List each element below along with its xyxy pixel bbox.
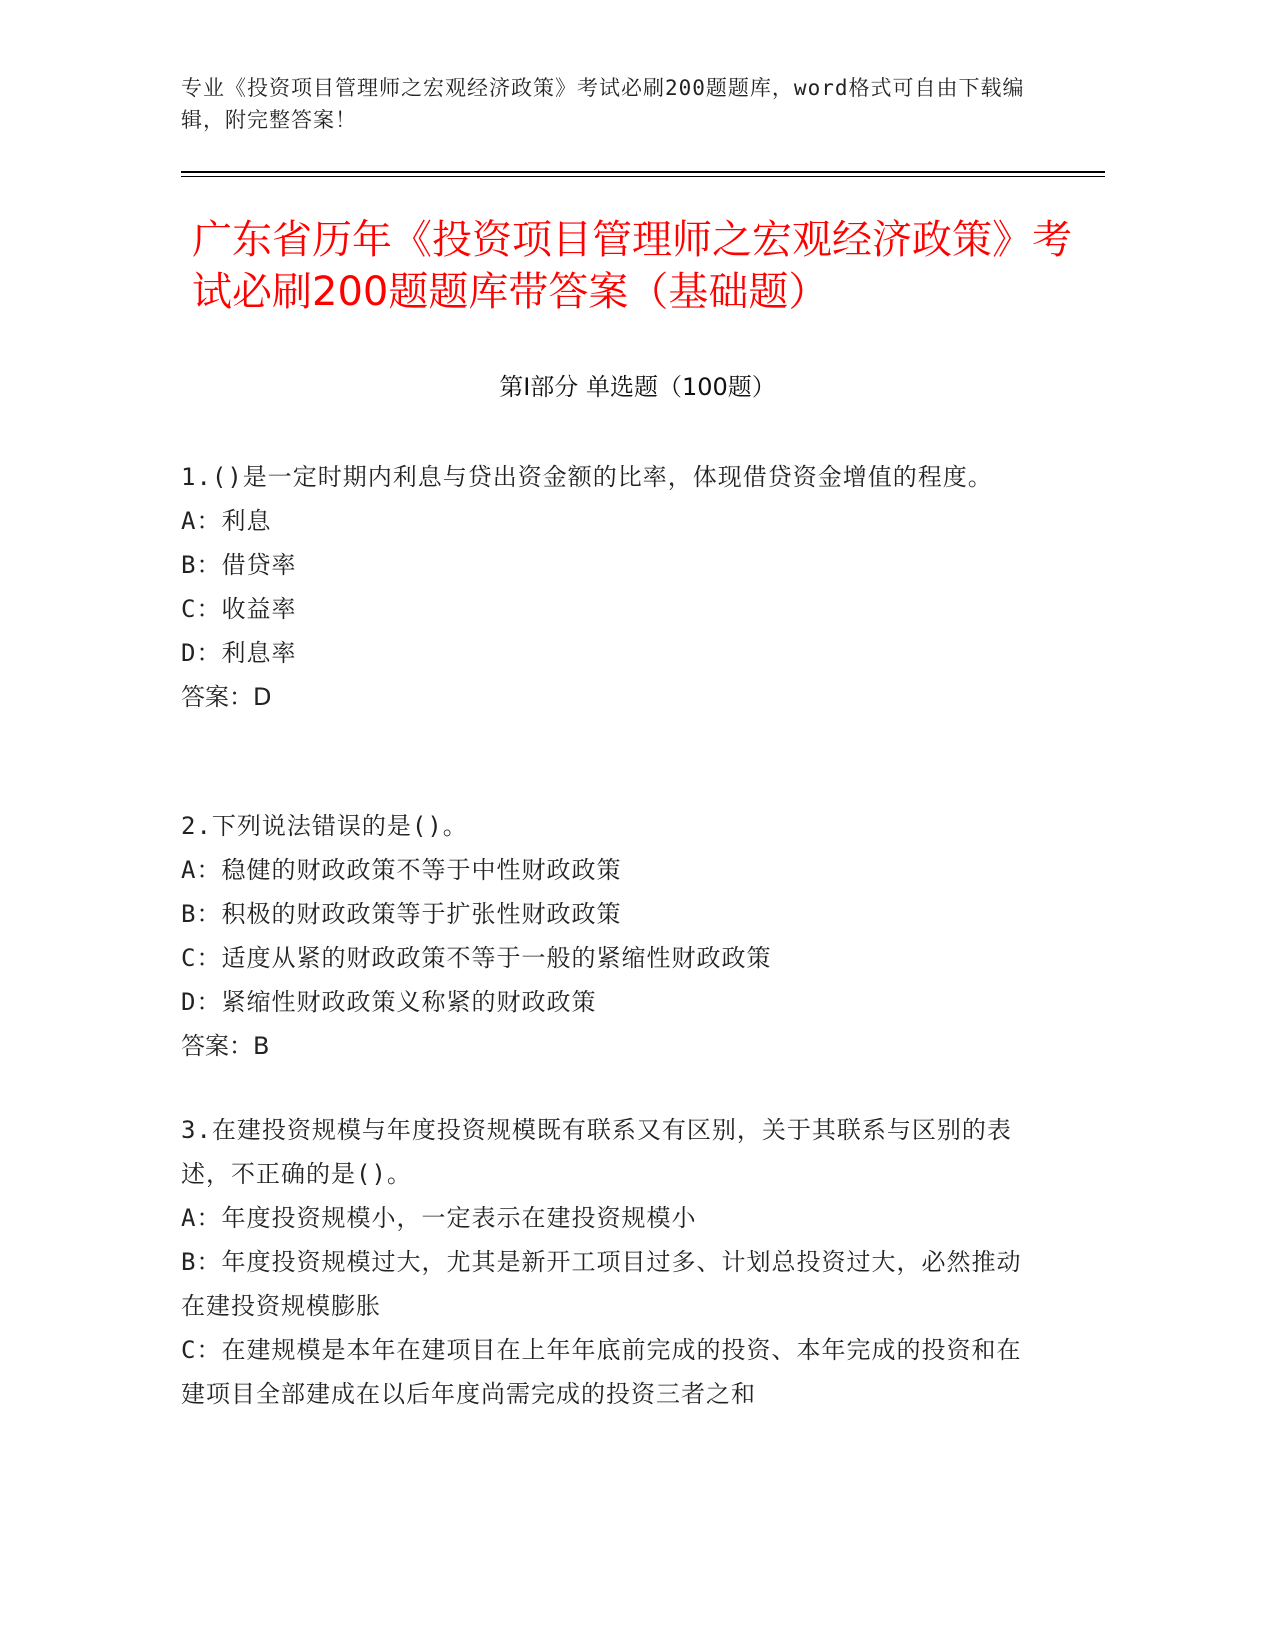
question-2 xyxy=(181,804,1041,1068)
option-a: A：年度投资规模小，一定表示在建投资规模小 xyxy=(181,1204,697,1232)
section-heading: 第I部分 单选题（100题） xyxy=(499,373,776,401)
header-divider-thick xyxy=(181,171,1105,173)
option-b: B：积极的财政政策等于扩张性财政政策 xyxy=(181,900,622,928)
document-title: 广东省历年《投资项目管理师之宏观经济政策》考试必刷200题题库带答案（基础题） xyxy=(192,217,1072,315)
question-stem: 3.在建投资规模与年度投资规模既有联系又有区别，关于其联系与区别的表述，不正确的是()。 xyxy=(181,1116,1012,1188)
answer-line: 答案：D xyxy=(181,683,272,711)
option-a: A：利息 xyxy=(181,507,272,535)
question-3 xyxy=(181,1108,1041,1416)
answer-line: 答案：B xyxy=(181,1032,270,1060)
option-c: C：适度从紧的财政政策不等于一般的紧缩性财政政策 xyxy=(181,944,772,972)
option-a: A：稳健的财政政策不等于中性财政政策 xyxy=(181,856,622,884)
option-c: C：收益率 xyxy=(181,595,297,623)
option-b: B：借贷率 xyxy=(181,551,297,579)
option-d: D：利息率 xyxy=(181,639,297,667)
question-stem: 2.下列说法错误的是()。 xyxy=(181,812,468,840)
question-1 xyxy=(181,455,1041,719)
option-b: B：年度投资规模过大，尤其是新开工项目过多、计划总投资过大，必然推动在建投资规模膨胀 xyxy=(181,1248,1022,1320)
header-divider-thin xyxy=(181,176,1105,177)
question-stem: 1.()是一定时期内利息与贷出资金额的比率，体现借贷资金增值的程度。 xyxy=(181,463,993,491)
option-d: D：紧缩性财政政策义称紧的财政政策 xyxy=(181,988,597,1016)
option-c: C：在建规模是本年在建项目在上年年底前完成的投资、本年完成的投资和在建项目全部建成在以后年度尚需完成的投资三者之和 xyxy=(181,1336,1022,1408)
header-note: 专业《投资项目管理师之宏观经济政策》考试必刷200题题库，word格式可自由下载编辑，附完整答案！ xyxy=(181,76,1025,132)
